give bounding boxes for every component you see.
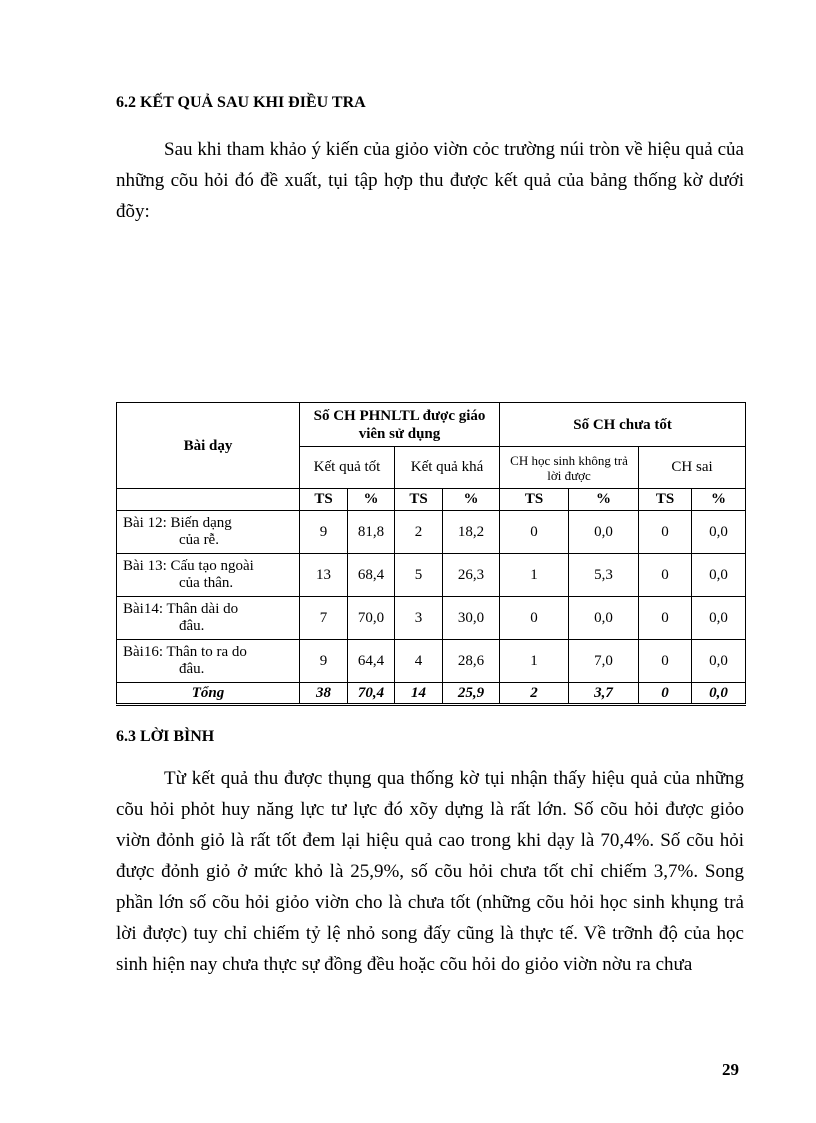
value-cell: 81,8 [348, 511, 395, 554]
value-cell: 0,0 [692, 511, 746, 554]
page-number: 29 [722, 1060, 739, 1079]
col-ts: TS [300, 489, 348, 511]
value-cell: 0 [639, 597, 692, 640]
value-cell: 70,0 [348, 597, 395, 640]
total-cell: 0,0 [692, 683, 746, 705]
value-cell: 3 [395, 597, 443, 640]
value-cell: 0 [639, 640, 692, 683]
value-cell: 9 [300, 640, 348, 683]
lesson-cell: Bài 12: Biến dạng của rễ. [117, 511, 300, 554]
value-cell: 9 [300, 511, 348, 554]
value-cell: 1 [500, 554, 569, 597]
value-cell: 0 [639, 554, 692, 597]
value-cell: 1 [500, 640, 569, 683]
value-cell: 7,0 [569, 640, 639, 683]
survey-results-table [116, 402, 746, 706]
section-6-2-paragraph: Sau khi tham khảo ý kiến của giỏo viờn cỏc trường núi tròn về hiệu quả của những cõu hỏi đó đề xuất, tụi tập hợp thu được kết quả của bảng thống kờ dưới đõy: [116, 139, 744, 222]
total-cell: 25,9 [443, 683, 500, 705]
lesson-cell: Bài16: Thân to ra do đâu. [117, 640, 300, 683]
sub-header-wrong: CH sai [639, 447, 746, 489]
value-cell: 0,0 [692, 597, 746, 640]
col-ts: TS [639, 489, 692, 511]
value-cell: 30,0 [443, 597, 500, 640]
value-cell: 28,6 [443, 640, 500, 683]
col-ts: TS [395, 489, 443, 511]
value-cell: 0,0 [692, 554, 746, 597]
lesson-cell: Bài 13: Cấu tạo ngoài của thân. [117, 554, 300, 597]
value-cell: 64,4 [348, 640, 395, 683]
section-6-2-heading: 6.2 KẾT QUẢ SAU KHI ĐIỀU TRA [116, 94, 366, 111]
total-label: Tổng [117, 683, 300, 705]
table-row [117, 640, 746, 683]
sub-header-no-answer: CH học sinh không trả lời được [500, 447, 639, 489]
value-cell: 0,0 [569, 511, 639, 554]
value-cell: 5,3 [569, 554, 639, 597]
col-pct: % [569, 489, 639, 511]
value-cell: 2 [395, 511, 443, 554]
value-cell: 18,2 [443, 511, 500, 554]
lesson-header: Bài dạy [117, 403, 300, 489]
value-cell: 0,0 [569, 597, 639, 640]
col-pct: % [443, 489, 500, 511]
table-row [117, 511, 746, 554]
group-used-header: Số CH PHNLTL được giáo viên sử dụng [300, 403, 500, 447]
value-cell: 13 [300, 554, 348, 597]
group-not-good-header: Số CH chưa tốt [500, 403, 746, 447]
col-pct: % [348, 489, 395, 511]
table-row [117, 597, 746, 640]
empty-cell [117, 489, 300, 511]
value-cell: 0,0 [692, 640, 746, 683]
total-row [117, 683, 746, 705]
value-cell: 0 [639, 511, 692, 554]
total-cell: 70,4 [348, 683, 395, 705]
sub-header-fair: Kết quả khá [395, 447, 500, 489]
total-cell: 3,7 [569, 683, 639, 705]
col-ts: TS [500, 489, 569, 511]
total-cell: 14 [395, 683, 443, 705]
value-cell: 5 [395, 554, 443, 597]
value-cell: 7 [300, 597, 348, 640]
section-6-3-heading: 6.3 LỜI BÌNH [116, 728, 215, 745]
col-pct: % [692, 489, 746, 511]
value-cell: 0 [500, 597, 569, 640]
lesson-cell: Bài14: Thân dài do đâu. [117, 597, 300, 640]
value-cell: 26,3 [443, 554, 500, 597]
value-cell: 68,4 [348, 554, 395, 597]
total-cell: 38 [300, 683, 348, 705]
sub-header-good: Kết quả tốt [300, 447, 395, 489]
section-6-3-paragraph: Từ kết quả thu được thụng qua thống kờ tụi nhận thấy hiệu quả của những cõu hỏi phỏt huy năng lực tư lực đó xõy dựng là rất lớn. Số cõu hỏi được giỏo viờn đỏnh giỏ là rất tốt đem lại hiệu quả cao trong khi dạy là 70,4%. Số cõu hỏi được đỏnh giỏ ở mức khỏ là 25,9%, số cõu hỏi chưa tốt chỉ chiếm 3,7%. Song phần lớn số cõu hỏi giỏo viờn cho là chưa tốt (những cõu hỏi học sinh khụng trả lời được) tuy chỉ chiếm tỷ lệ nhỏ song đấy cũng là thực tế. Về trỡnh độ của học sinh hiện nay chưa thực sự đồng đều hoặc cõu hỏi do giỏo viờn nờu ra chưa [116, 768, 744, 975]
table-row [117, 554, 746, 597]
total-cell: 2 [500, 683, 569, 705]
value-cell: 4 [395, 640, 443, 683]
total-cell: 0 [639, 683, 692, 705]
value-cell: 0 [500, 511, 569, 554]
